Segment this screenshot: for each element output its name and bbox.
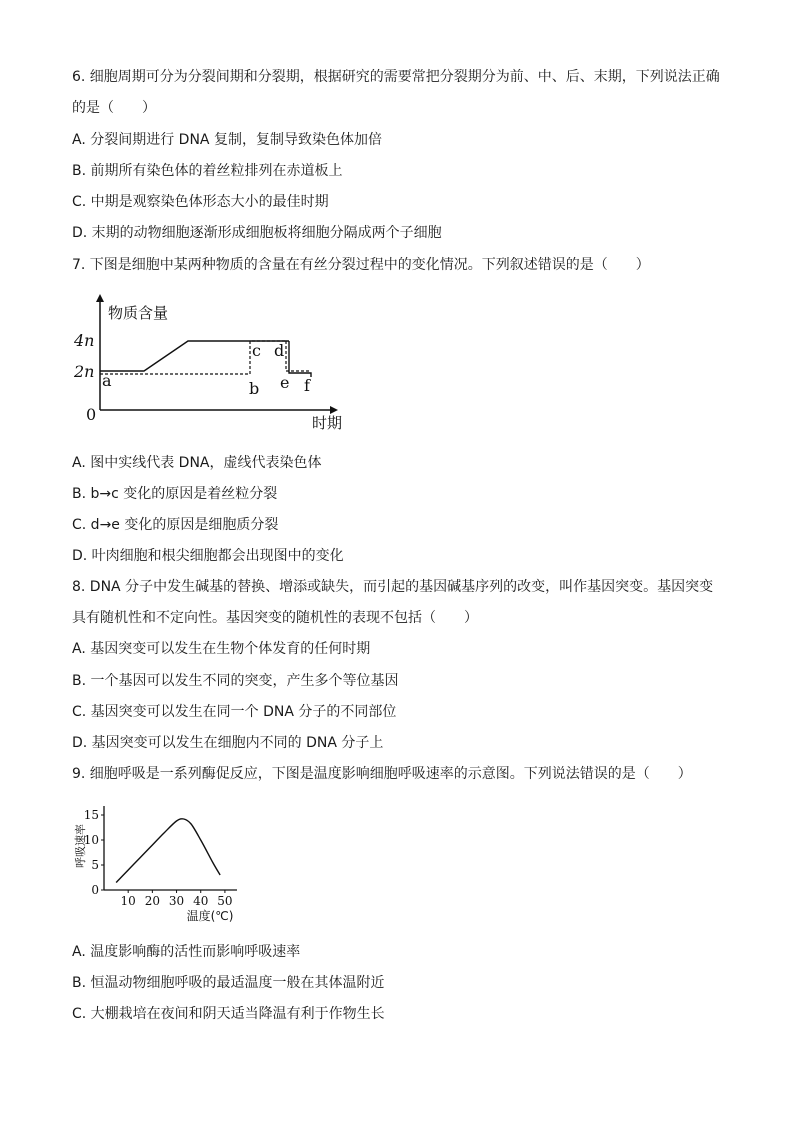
q7-y-axis-arrow [96, 294, 104, 302]
chart-x-tick-label: 30 [168, 894, 185, 908]
q7-option-b: B. b→c 变化的原因是着丝粒分裂 [72, 486, 278, 502]
q9-option-a: A. 温度影响酶的活性而影响呼吸速率 [72, 944, 301, 960]
chart-y-tick-label: 0 [91, 883, 99, 897]
q6-stem-line-2: 的是（ ） [72, 100, 156, 116]
q6-option-c: C. 中期是观察染色体形态大小的最佳时期 [72, 194, 329, 210]
q7-solid-drop [289, 341, 311, 377]
q6-option-b: B. 前期所有染色体的着丝粒排列在赤道板上 [72, 163, 343, 179]
q6-option-d: D. 末期的动物细胞逐渐形成细胞板将细胞分隔成两个子细胞 [72, 225, 442, 241]
q7-label-f: f [304, 376, 310, 395]
q7-option-d: D. 叶肉细胞和根尖细胞都会出现图中的变化 [72, 548, 344, 564]
q7-tick-4n: 4n [74, 331, 95, 350]
q7-label-b: b [249, 379, 260, 398]
chart-y-tick-label: 5 [91, 858, 99, 872]
q7-tick-2n: 2n [74, 362, 95, 381]
chart-x-tick-label: 20 [144, 894, 161, 908]
respiration-rate-chart [72, 798, 272, 928]
q9-option-b: B. 恒温动物细胞呼吸的最适温度一般在其体温附近 [72, 975, 385, 991]
q7-label-d: d [274, 341, 285, 360]
q7-option-c: C. d→e 变化的原因是细胞质分裂 [72, 517, 279, 533]
q7-stem: 7. 下图是细胞中某两种物质的含量在有丝分裂过程中的变化情况。下列叙述错误的是（ ） [72, 257, 650, 273]
q7-origin: 0 [86, 405, 97, 424]
chart-x-tick-label: 40 [193, 894, 209, 908]
q7-label-c: c [252, 341, 261, 360]
q7-ylabel: 物质含量 [108, 304, 169, 322]
q7-content-figure [68, 290, 358, 440]
q6-stem-line-1: 6. 细胞周期可分为分裂间期和分裂期，根据研究的需要常把分裂期分为前、中、后、末期，下列说法正确 [72, 69, 720, 85]
q8-stem-line-2: 具有随机性和不定向性。基因突变的随机性的表现不包括（ ） [72, 610, 478, 626]
q7-option-a: A. 图中实线代表 DNA，虚线代表染色体 [72, 455, 322, 471]
chart-x-tick-label: 10 [120, 894, 136, 908]
q8-option-c: C. 基因突变可以发生在同一个 DNA 分子的不同部位 [72, 704, 397, 720]
q8-option-d: D. 基因突变可以发生在细胞内不同的 DNA 分子上 [72, 735, 384, 751]
q7-xlabel: 时期 [312, 414, 343, 432]
chart-y-tick-label: 15 [83, 808, 99, 822]
q7-x-axis-arrow [330, 406, 338, 414]
chart-x-tick-label: 50 [217, 894, 233, 908]
q8-stem-line-1: 8. DNA 分子中发生碱基的替换、增添或缺失，而引起的基因碱基序列的改变，叫作基因突变。基因突变 [72, 579, 714, 595]
q8-option-b: B. 一个基因可以发生不同的突变，产生多个等位基因 [72, 673, 399, 689]
chart-y-tick-label: 10 [83, 833, 99, 847]
chart-ylabel: 呼吸速率 [74, 824, 87, 868]
q9-option-c: C. 大棚栽培在夜间和阴天适当降温有利于作物生长 [72, 1006, 385, 1022]
q9-stem: 9. 细胞呼吸是一系列酶促反应，下图是温度影响细胞呼吸速率的示意图。下列说法错误的是（ ） [72, 766, 692, 782]
chart-xlabel: 温度(℃) [186, 909, 234, 923]
q7-label-a: a [102, 371, 112, 390]
respiration-curve [116, 819, 220, 883]
q7-label-e: e [280, 373, 290, 392]
q8-option-a: A. 基因突变可以发生在生物个体发育的任何时期 [72, 641, 371, 657]
q6-option-a: A. 分裂间期进行 DNA 复制，复制导致染色体加倍 [72, 132, 382, 148]
